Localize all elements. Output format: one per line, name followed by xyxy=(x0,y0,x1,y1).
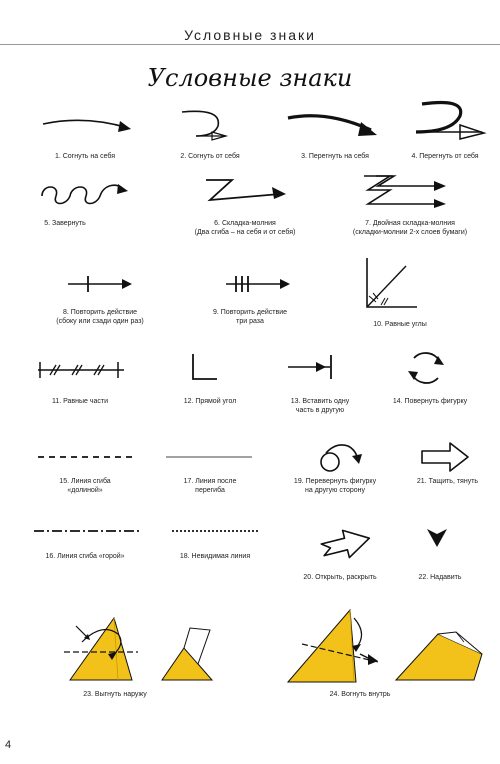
inside-reverse-fold-after-illustration xyxy=(394,628,484,684)
caption-repeat-once-title: 8. Повторить действие xyxy=(62,309,137,316)
crease-line-icon xyxy=(164,454,254,460)
caption-crease-line-title: 17. Линия после xyxy=(183,478,237,485)
caption-rotate: 14. Повернуть фигурку xyxy=(392,398,468,405)
double-pleat-icon xyxy=(360,172,450,208)
outside-reverse-fold-after-illustration xyxy=(154,624,224,684)
hidden-line-icon xyxy=(170,528,260,534)
repeat-once-icon xyxy=(66,274,136,294)
caption-turn-over-note: на другую сторону xyxy=(304,487,366,494)
caption-insert-title: 13. Вставить одну xyxy=(290,398,350,405)
caption-double-pleat-note: (складки-молнии 2-х слоев бумаги) xyxy=(352,229,468,236)
inside-reverse-fold-before-illustration xyxy=(284,604,380,686)
caption-equal-parts: 11. Равные части xyxy=(51,398,109,405)
caption-double-pleat-title: 7. Двойная складка-молния xyxy=(365,220,455,227)
caption-equal-angles: 10. Равные углы xyxy=(373,321,427,328)
caption-hidden-line: 18. Невидимая линия xyxy=(179,553,251,560)
caption-repeat-three-note: три раза xyxy=(236,318,264,325)
equal-parts-icon xyxy=(36,358,126,382)
caption-pleat-note: (Два сгиба – на себя и от себя) xyxy=(194,229,296,236)
caption-crease-line-note: перегиба xyxy=(195,487,225,494)
caption-valley-line-note: «долиной» xyxy=(67,487,103,494)
caption-outside-reverse-fold: 23. Выгнуть наружу xyxy=(83,691,147,698)
equal-angles-icon xyxy=(364,256,420,310)
caption-fold-away: 2. Согнуть от себя xyxy=(180,153,240,160)
roll-over-icon xyxy=(38,178,133,208)
caption-press: 22. Надавить xyxy=(418,574,462,581)
caption-valley-overfold: 3. Перегнуть на себя xyxy=(301,153,369,160)
valley-overfold-icon xyxy=(285,108,380,144)
outside-reverse-fold-before-illustration xyxy=(62,612,144,684)
pleat-fold-icon xyxy=(196,176,291,204)
open-arrow-icon xyxy=(318,524,374,564)
caption-roll-over: 5. Завернуть xyxy=(44,220,86,227)
caption-mountain-line: 16. Линия сгиба «горой» xyxy=(45,553,125,560)
rotate-icon xyxy=(404,346,448,390)
page-number: 4 xyxy=(5,739,12,751)
mountain-overfold-icon xyxy=(408,98,490,148)
page-header xyxy=(0,0,500,50)
fold-away-icon xyxy=(178,106,238,146)
caption-open: 20. Открыть, раскрыть xyxy=(303,574,377,581)
caption-pull: 21. Тащить, тянуть xyxy=(416,478,479,485)
caption-pleat-title: 6. Складка-молния xyxy=(214,220,276,227)
right-angle-icon xyxy=(190,352,220,382)
caption-inside-reverse-fold: 24. Вогнуть внутрь xyxy=(329,691,391,698)
turn-over-icon xyxy=(312,440,364,474)
fold-toward-icon xyxy=(40,112,135,142)
header-divider xyxy=(0,44,500,45)
insert-icon xyxy=(286,352,346,382)
valley-fold-line-icon xyxy=(36,454,136,460)
caption-insert-note: часть в другую xyxy=(295,407,345,414)
caption-repeat-once-note: (сбоку или сзади один раз) xyxy=(56,318,144,325)
pull-arrow-icon xyxy=(420,440,472,474)
header-title: Условные знаки xyxy=(184,27,316,43)
caption-turn-over-title: 19. Перевернуть фигурку xyxy=(293,478,377,485)
caption-right-angle: 12. Прямой угол xyxy=(183,398,237,405)
page-title: Условные знаки xyxy=(147,64,353,92)
press-icon xyxy=(426,528,448,548)
caption-fold-toward: 1. Согнуть на себя xyxy=(54,153,116,160)
caption-mountain-overfold: 4. Перегнуть от себя xyxy=(411,153,479,160)
caption-valley-line-title: 15. Линия сгиба xyxy=(59,478,111,485)
mountain-fold-line-icon xyxy=(32,528,142,534)
caption-repeat-three-title: 9. Повторить действие xyxy=(212,309,287,316)
repeat-three-times-icon xyxy=(224,274,294,294)
